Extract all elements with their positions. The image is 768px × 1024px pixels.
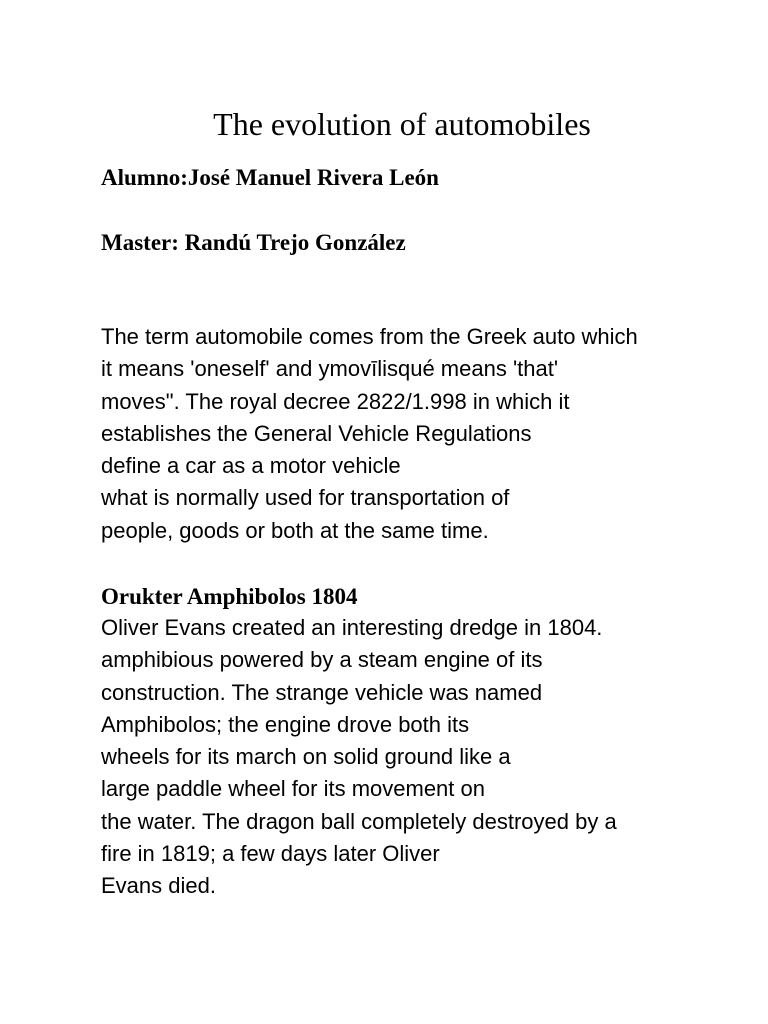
section-heading: Orukter Amphibolos 1804 xyxy=(101,584,358,609)
paragraph-line: amphibious powered by a steam engine of its xyxy=(101,647,543,673)
master-name: Master: Randú Trejo González xyxy=(101,230,406,255)
paragraph-line: what is normally used for transportation of xyxy=(101,485,510,511)
paragraph-line: it means 'oneself' and ymovīlisqué means 'that' xyxy=(101,356,559,382)
paragraph-line: construction. The strange vehicle was named xyxy=(101,679,543,705)
intro-paragraph xyxy=(101,321,638,547)
paragraph-line: wheels for its march on solid ground like a xyxy=(101,744,511,770)
paragraph-line: establishes the General Vehicle Regulations xyxy=(101,420,532,446)
paragraph-line: Evans died. xyxy=(101,873,216,899)
paragraph-line: define a car as a motor vehicle xyxy=(101,453,401,479)
student-name: Alumno:José Manuel Rivera León xyxy=(101,165,439,190)
paragraph-line: Oliver Evans created an interesting dredge in 1804. xyxy=(101,615,603,640)
paragraph-line: moves". The royal decree 2822/1.998 in which it xyxy=(101,388,570,414)
paragraph-line: large paddle wheel for its movement on xyxy=(101,776,485,802)
paragraph-line: fire in 1819; a few days later Oliver xyxy=(101,841,440,867)
paragraph-line: Amphibolos; the engine drove both its xyxy=(101,711,470,737)
paragraph-line: people, goods or both at the same time. xyxy=(101,517,489,543)
paragraph-line: the water. The dragon ball completely destroyed by a xyxy=(101,808,617,834)
paragraph-line: The term automobile comes from the Greek auto which xyxy=(101,324,638,349)
document-title: The evolution of automobiles xyxy=(213,106,591,142)
section-paragraph xyxy=(101,612,617,903)
